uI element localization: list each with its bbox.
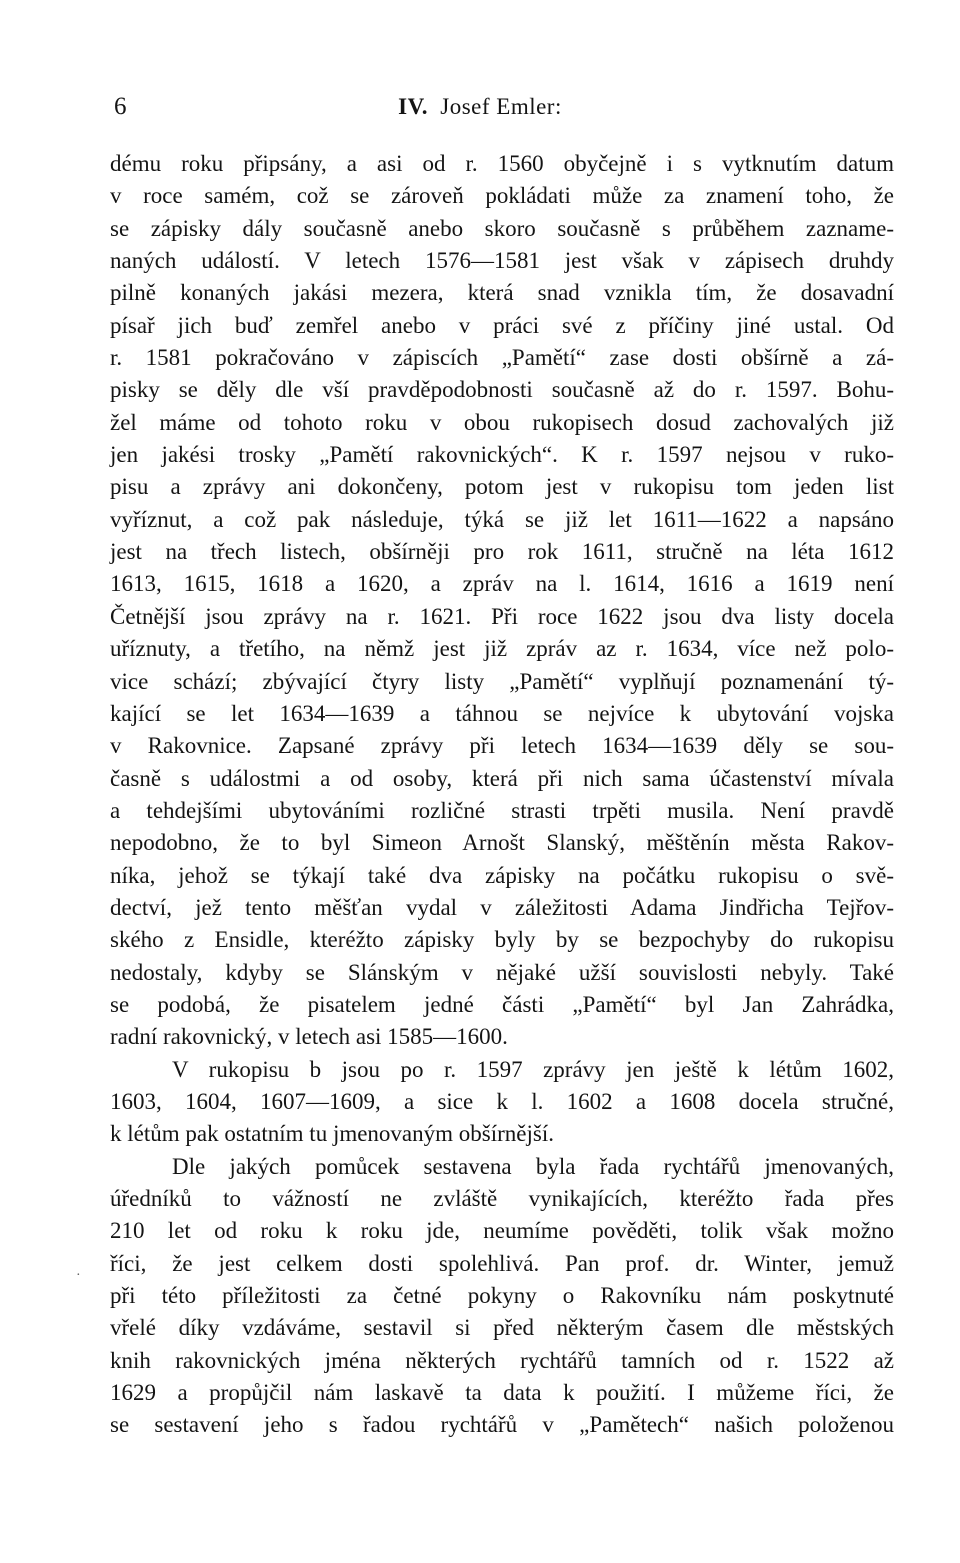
paragraph-first-line: V rukopisu b jsou po r. 1597 zprávy jen ještě k létům 1602,	[172, 1056, 894, 1082]
text-line: a tehdejšími ubytováními rozličné strasti trpěti musila. Není pravdě	[110, 797, 894, 823]
text-line: úředníků to vážností ne zvláště vynikajících, kteréžto řada přes	[110, 1186, 894, 1211]
margin-dot-mark: ·	[76, 1268, 81, 1283]
paragraph-first-line: Dle jakých pomůcek sestavena byla řada rychtářů jmenovaných,	[172, 1153, 894, 1179]
text-line: se sestavení jeho s řadou rychtářů v „Pamětech“ našich položenou	[110, 1412, 894, 1438]
text-line: 1603, 1604, 1607—1609, a sice k l. 1602 a 1608 docela stručné,	[110, 1088, 894, 1114]
text-line: říci, že jest celkem dosti spolehlivá. Pan prof. dr. Winter, jemuž	[110, 1250, 894, 1276]
paragraph-last-line: radní rakovnický, v letech asi 1585—1600.	[110, 1024, 508, 1050]
chapter-roman-numeral: IV.	[398, 94, 428, 119]
running-head-author: Josef Emler:	[440, 94, 562, 119]
text-line: v Rakovnice. Zapsané zprávy při letech 1634—1639 děly se sou-	[110, 733, 894, 759]
body-text	[110, 148, 894, 1442]
running-head	[0, 92, 960, 122]
text-line: žel máme od tohoto roku v obou rukopisech dosud zachovalých již	[110, 409, 894, 435]
text-line: níka, jehož se týkají také dva zápisky na počátku rukopisu o svě-	[110, 862, 894, 888]
text-line: nepodobno, že to byl Simeon Arnošt Slanský, měštěnín města Rakov-	[110, 830, 894, 856]
text-line: vyříznut, a což pak následuje, týká se již let 1611—1622 a napsáno	[110, 506, 894, 532]
paragraph-last-line: k létům pak ostatním tu jmenovaným obšírnější.	[110, 1121, 554, 1147]
text-line: nedostaly, kdyby se Slánským v nějaké užší souvislosti nebyly. Také	[110, 959, 894, 985]
text-line: kající se let 1634—1639 a táhnou se nejvíce k ubytování vojska	[110, 700, 894, 726]
text-line: Četnější jsou zprávy na r. 1621. Při roce 1622 jsou dva listy docela	[110, 603, 894, 629]
text-line: dectví, jež tento měšťan vydal v záležitosti Adama Jindřicha Tejřov-	[110, 894, 894, 920]
text-line: písař jich buď zemřel anebo v práci své z příčiny jiné ustal. Od	[110, 312, 894, 338]
text-line: 1613, 1615, 1618 a 1620, a zpráv na l. 1614, 1616 a 1619 není	[110, 571, 894, 597]
text-line: vice schází; zbývající čtyry listy „Pamětí“ vyplňují poznamenání tý-	[110, 668, 894, 694]
text-line: r. 1581 pokračováno v zápiscích „Pamětí“ zase dosti obšírně a zá-	[110, 345, 894, 371]
text-line: časně s událostmi a od osoby, která při nich sama účastenství mívala	[110, 765, 894, 791]
text-line: jest na třech listech, obšírněji pro rok 1611, stručně na léta 1612	[110, 539, 894, 565]
text-line: dému roku připsány, a asi od r. 1560 obyčejně i s vytknutím datum	[110, 151, 894, 176]
text-line: naných událostí. V letech 1576—1581 jest však v zápisech druhdy	[110, 248, 894, 274]
text-line: uříznuty, a třetího, na němž jest již zpráv az r. 1634, více než polo-	[110, 636, 894, 662]
text-line: ského z Ensidle, kteréžto zápisky byly by se bezpochyby do rukopisu	[110, 927, 894, 953]
text-line: 1629 a propůjčil nám laskavě ta data k použití. I můžeme říci, že	[110, 1380, 894, 1406]
text-line: při této příležitosti za četné pokyny o Rakovníku nám poskytnuté	[110, 1283, 894, 1309]
text-line: se zápisky dály současně anebo skoro současně s průběhem zazname-	[110, 215, 894, 241]
page-number: 6	[114, 93, 127, 120]
text-line: knih rakovnických jména některých rychtářů tamních od r. 1522 až	[110, 1347, 894, 1373]
text-line: pisky se děly dle vší pravděpodobnosti současně až do r. 1597. Bohu-	[110, 377, 894, 403]
text-line: v roce samém, což se zároveň pokládati může za znamení toho, že	[110, 183, 894, 209]
text-line: jen jakési trosky „Pamětí rakovnických“. K r. 1597 nejsou v ruko-	[110, 442, 894, 468]
text-line: 210 let od roku k roku jde, neumíme pověděti, tolik však možno	[110, 1218, 894, 1244]
text-line: pilně konaných jakási mezera, která snad vznikla tím, že dosavadní	[110, 280, 894, 306]
text-line: se podobá, že pisatelem jedné části „Pamětí“ byl Jan Zahrádka,	[110, 991, 894, 1017]
text-line: pisu a zprávy ani dokončeny, potom jest v rukopisu tom jeden list	[110, 474, 894, 500]
text-line: vřelé díky vzdáváme, sestavil si před některým časem dle městských	[110, 1315, 894, 1341]
